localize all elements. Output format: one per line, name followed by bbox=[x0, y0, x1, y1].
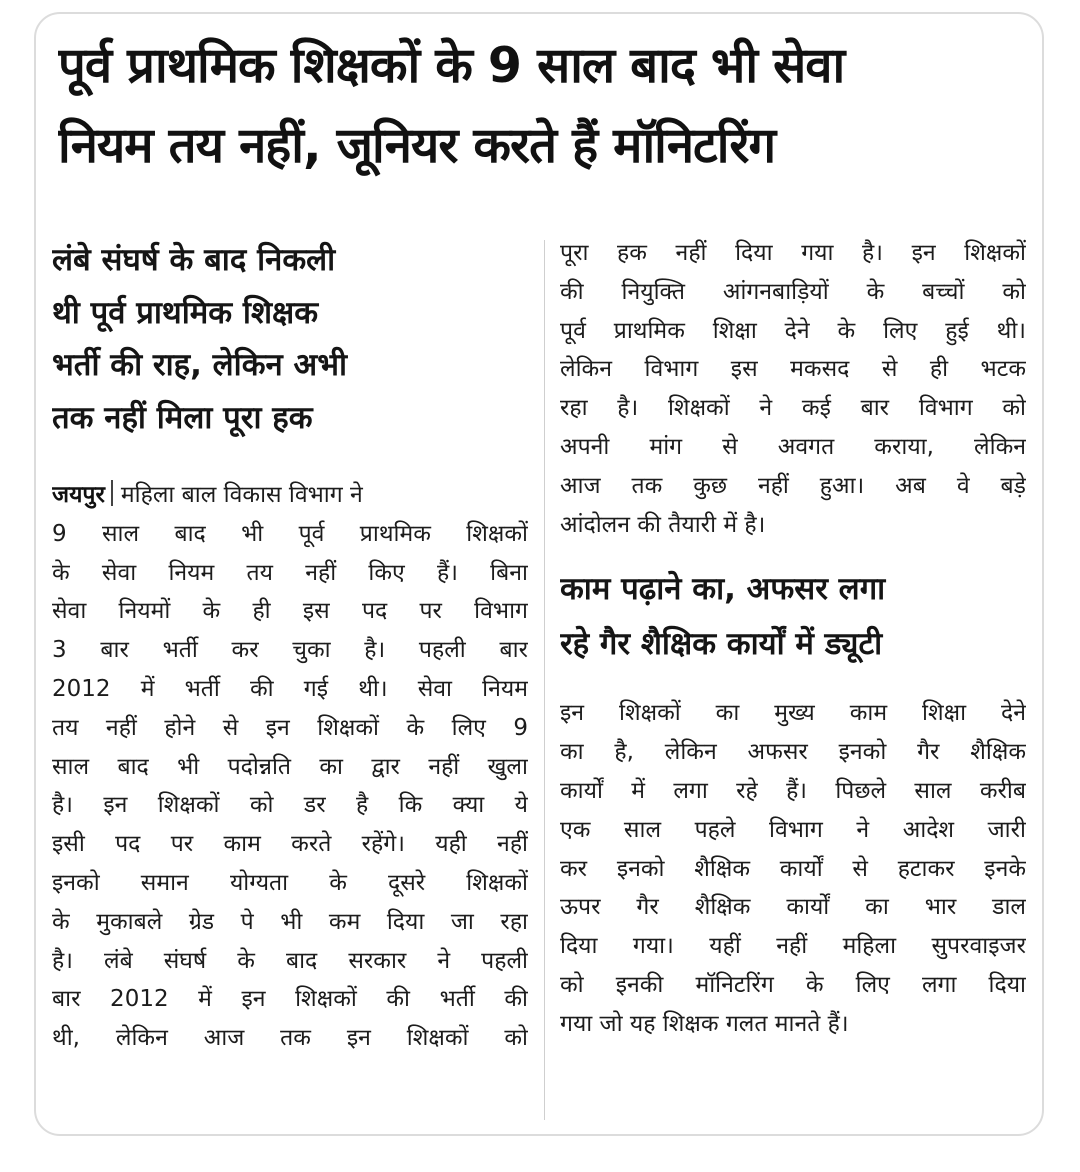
body-line: इसी पद पर काम करते रहेंगे। यही नहीं bbox=[52, 831, 528, 858]
body-line: के मुकाबले ग्रेड पे भी कम दिया जा रहा bbox=[52, 908, 528, 935]
body-line: कार्यों में लगा रहे हैं। पिछले साल करीब bbox=[560, 777, 1026, 804]
body-line: इन शिक्षकों का मुख्य काम शिक्षा देने bbox=[560, 700, 1026, 727]
right-body-text bbox=[560, 234, 1026, 544]
body-line: पूरा हक नहीं दिया गया है। इन शिक्षकों bbox=[560, 240, 1026, 266]
body-line: एक साल पहले विभाग ने आदेश जारी bbox=[560, 816, 1026, 843]
headline bbox=[58, 26, 1028, 186]
dateline-separator bbox=[111, 480, 113, 506]
right-subheadline bbox=[560, 562, 1026, 672]
newspaper-clipping bbox=[44, 26, 1034, 1124]
body-line: सेवा नियमों के ही इस पद पर विभाग bbox=[52, 598, 528, 625]
body-line: थी, लेकिन आज तक इन शिक्षकों को bbox=[52, 1025, 528, 1052]
dateline: जयपुर bbox=[52, 482, 105, 508]
body-line: इनको समान योग्यता के दूसरे शिक्षकों bbox=[52, 869, 528, 896]
body-line: आज तक कुछ नहीं हुआ। अब वे बड़े bbox=[560, 472, 1026, 499]
subhead-line: लंबे संघर्ष के बाद निकली bbox=[52, 242, 336, 278]
body-line: लेकिन विभाग इस मकसद से ही भटक bbox=[560, 356, 1026, 383]
body-line: आंदोलन की तैयारी में है। bbox=[560, 511, 766, 538]
subhead-line: भर्ती की राह, लेकिन अभी bbox=[52, 347, 348, 383]
headline-line: पूर्व प्राथमिक शिक्षकों के 9 साल बाद भी सेवा bbox=[58, 37, 845, 94]
body-line: बार 2012 में इन शिक्षकों की भर्ती की bbox=[52, 986, 528, 1013]
left-subheadline bbox=[52, 234, 528, 444]
body-line: कर इनको शैक्षिक कार्यों से हटाकर इनके bbox=[560, 855, 1026, 882]
right-column bbox=[560, 234, 1026, 1044]
body-line: 2012 में भर्ती की गई थी। सेवा नियम bbox=[52, 675, 528, 702]
body-line: का है, लेकिन अफसर इनको गैर शैक्षिक bbox=[560, 739, 1026, 766]
left-body-text bbox=[52, 476, 528, 1058]
subhead-line: काम पढ़ाने का, अफसर लगा bbox=[560, 571, 886, 608]
left-column bbox=[52, 234, 528, 1058]
subhead-line: तक नहीं मिला पूरा हक bbox=[52, 399, 313, 436]
body-line: है। लंबे संघर्ष के बाद सरकार ने पहली bbox=[52, 947, 528, 974]
body-first-line: महिला बाल विकास विभाग ने bbox=[120, 482, 363, 508]
body-line: रहा है। शिक्षकों ने कई बार विभाग को bbox=[560, 395, 1026, 422]
body-line: अपनी मांग से अवगत कराया, लेकिन bbox=[560, 433, 1026, 460]
body-line: साल बाद भी पदोन्नति का द्वार नहीं खुला bbox=[52, 753, 528, 780]
body-line: है। इन शिक्षकों को डर है कि क्या ये bbox=[52, 792, 528, 819]
body-line: की नियुक्ति आंगनबाड़ियों के बच्चों को bbox=[560, 278, 1026, 305]
body-line: गया जो यह शिक्षक गलत मानते हैं। bbox=[560, 1010, 849, 1037]
body-line: को इनकी मॉनिटरिंग के लिए लगा दिया bbox=[560, 971, 1026, 998]
subhead-line: थी पूर्व प्राथमिक शिक्षक bbox=[52, 294, 319, 331]
body-line: पूर्व प्राथमिक शिक्षा देने के लिए हुई थी। bbox=[560, 317, 1026, 344]
body-line: 9 साल बाद भी पूर्व प्राथमिक शिक्षकों bbox=[52, 520, 528, 547]
body-line: के सेवा नियम तय नहीं किए हैं। बिना bbox=[52, 559, 528, 586]
subhead-line: रहे गैर शैक्षिक कार्यों में ड्यूटी bbox=[560, 626, 883, 663]
body-line: 3 बार भर्ती कर चुका है। पहली बार bbox=[52, 637, 528, 664]
headline-line: नियम तय नहीं, जूनियर करते हैं मॉनिटरिंग bbox=[58, 117, 776, 174]
body-line: ऊपर गैर शैक्षिक कार्यों का भार डाल bbox=[560, 894, 1026, 921]
right-body-text-2 bbox=[560, 694, 1026, 1043]
body-line: दिया गया। यहीं नहीं महिला सुपरवाइजर bbox=[560, 933, 1026, 960]
column-divider bbox=[544, 240, 545, 1120]
body-line: तय नहीं होने से इन शिक्षकों के लिए 9 bbox=[52, 714, 528, 741]
body-line-with-dateline bbox=[52, 476, 528, 515]
